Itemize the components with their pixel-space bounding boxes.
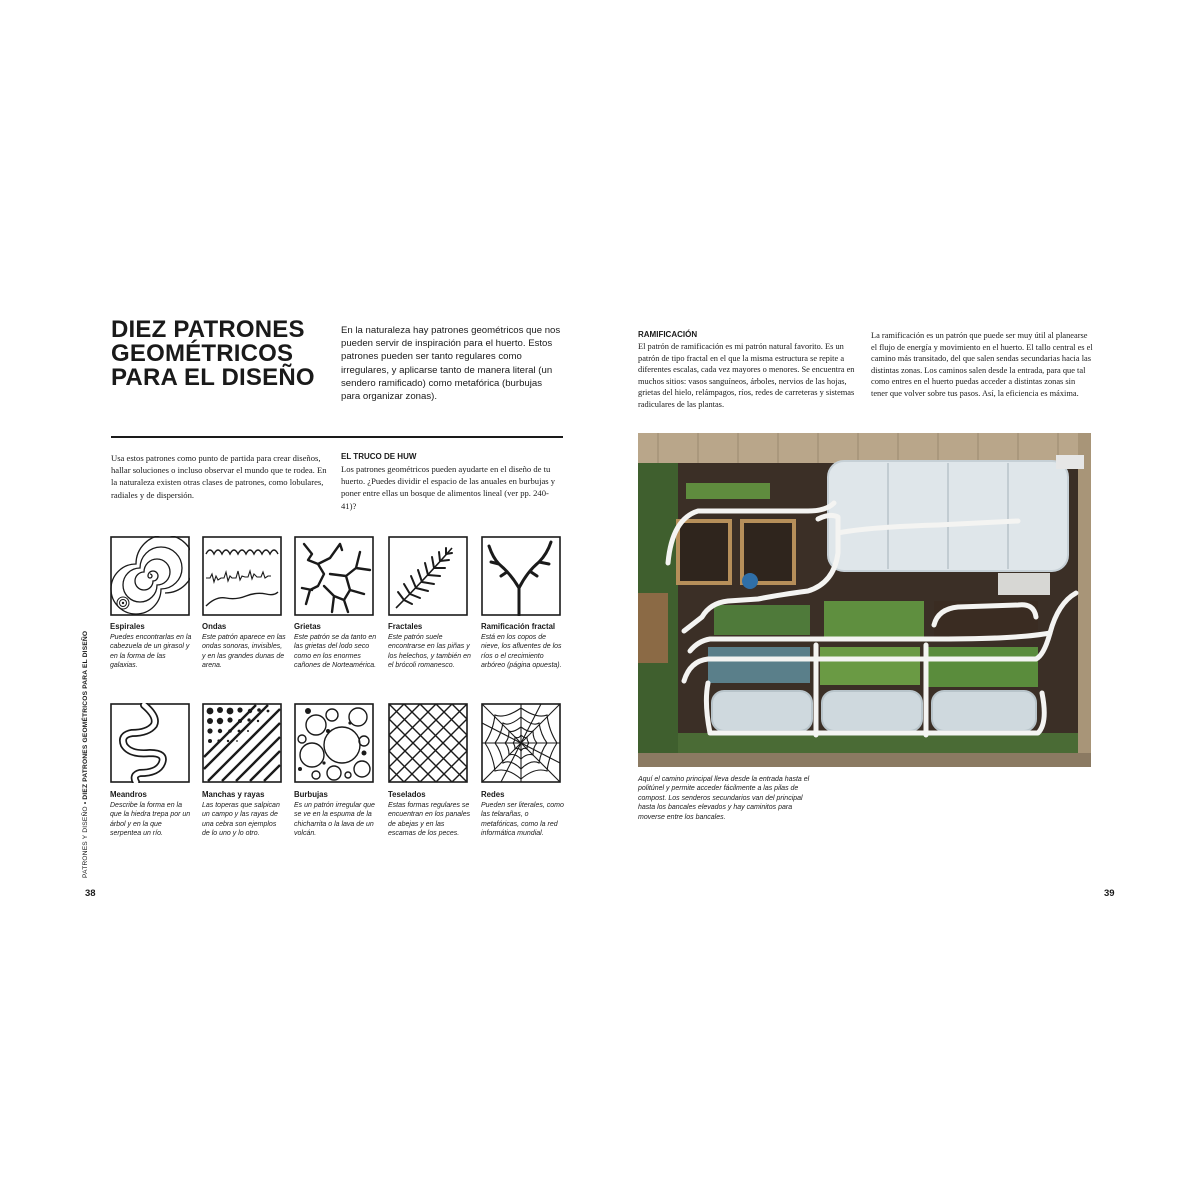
pattern-name: Burbujas [294,790,328,799]
running-head-separator: • [82,799,89,807]
intro-paragraph: En la naturaleza hay patrones geométricos que nos pueden servir de inspiración para el huerto. Estos patrones pueden ser tanto regulares como irregulares, y aplicarse tanto de manera literal (un sendero ramificado) como metafórica (burbujas para organizar zonas). [341,325,561,403]
pattern-description: Estas formas regulares se encuentran en los panales de abejas y en las escamas de los peces. [388,802,471,838]
body-paragraph: Usa estos patrones como punto de partida para crear diseños, hallar soluciones o incluso observar el mundo que te rodea. En la naturaleza existen otras clases de patrones, como lobulares, radiales y de dispersión. [111,453,327,500]
ramification-column-1 [638,330,860,411]
pattern-description: Puedes encontrarlas en la cabezuela de un girasol y en la forma de las galaxias. [110,634,192,670]
pattern-description: Este patrón suele encontrarse en las piñas y los helechos, y también en el brócoli romanesco. [388,634,471,670]
pattern-name: Grietas [294,622,321,631]
pattern-name: Manchas y rayas [202,790,265,799]
cracks-icon [294,536,374,616]
pattern-caption [202,790,286,839]
pattern-name: Ramificación fractal [481,622,556,631]
pattern-description: Este patrón aparece en las ondas sonoras, invisibles, y en las grandes dunas de arena. [202,634,286,670]
title-line-1: DIEZ PATRONES [111,316,305,343]
pattern-caption [481,790,565,839]
ramification-heading: RAMIFICACIÓN [638,330,698,339]
bubbles-icon [294,703,374,783]
running-head-title: DIEZ PATRONES GEOMÉTRICOS PARA EL DISEÑO [82,630,89,800]
meander-icon [110,703,190,783]
web-icon [481,703,561,783]
page-title [111,318,331,390]
pattern-description: Está en los copos de nieve, los afluentes de los ríos o el crecimiento arbóreo (página opuesta). [481,634,562,670]
spiral-icon [110,536,190,616]
pattern-description: Este patrón se da tanto en las grietas del lodo seco como en los enormes cañones de Norteamérica. [294,634,377,670]
ramification-column-2 [871,330,1093,400]
pattern-name: Meandros [110,790,147,799]
pattern-caption [388,622,472,671]
pattern-caption [294,622,378,671]
pattern-caption [294,790,378,839]
fern-icon [388,536,468,616]
title-line-3: PARA EL DISEÑO [111,364,315,391]
pattern-caption [110,790,194,839]
waves-icon [202,536,282,616]
running-head [80,630,92,878]
pattern-caption [110,622,194,671]
pattern-description: Es un patrón irregular que se ve en la espuma de la chicharrita o la lava de un volcán. [294,802,375,838]
ramification-paragraph-1: El patrón de ramificación es mi patrón natural favorito. Es un patrón de tipo fractal en el que la misma estructura se repite a diferentes escalas, cada vez mayores o menores. Se encuentra en muchos sitios: vasos sanguíneos, árboles, nervios de las hojas, grietas del hielo, relámpagos, ríos, redes de carreteras y sistemas radiculares de las plantas. [638,342,855,409]
spots-stripes-icon [202,703,282,783]
pattern-name: Redes [481,790,505,799]
garden-aerial-photo [638,433,1091,767]
pattern-name: Ondas [202,622,227,631]
running-head-section: PATRONES Y DISEÑO [82,806,89,878]
page-number-left: 38 [85,888,96,899]
pattern-caption [202,622,286,671]
pattern-name: Fractales [388,622,423,631]
ramification-paragraph-2: La ramificación es un patrón que puede ser muy útil al planearse el flujo de energía y movimiento en el huerto. El tallo central es el camino más transitado, del que salen sendas secundarias hacia las distintas zonas. Los caminos salen desde la entrada, para que tal como entres en el huerto puedas acceder a distintas zonas sin tener que volver sobre tus pasos. Así, la eficiencia es máxima. [871,331,1093,398]
pattern-name: Espirales [110,622,145,631]
tip-body: Los patrones geométricos pueden ayudarte en el diseño de tu huerto. ¿Puedes dividir el espacio de las anuales en burbujas y poner entre ellas un bosque de alimentos lineal (ver pp. 240-41)? [341,464,556,511]
page-number-right: 39 [1104,888,1115,899]
pattern-name: Teselados [388,790,426,799]
pattern-caption [388,790,472,839]
title-line-2: GEOMÉTRICOS [111,340,294,367]
tip-heading: EL TRUCO DE HUW [341,452,417,461]
tessellation-icon [388,703,468,783]
branching-icon [481,536,561,616]
pattern-description: Pueden ser literales, como las telarañas, o metafóricas, como la red informática mundial. [481,802,564,838]
pattern-description: Describe la forma en la que la hiedra trepa por un árbol y en la que serpentea un río. [110,802,191,838]
pattern-description: Las toperas que salpican un campo y las rayas de una cebra son ejemplos de lo uno y lo otro. [202,802,280,838]
photo-caption: Aquí el camino principal lleva desde la entrada hasta el politúnel y permite acceder fácilmente a las pilas de compost. Los senderos secundarios van del principal hasta los bancales elevados y hay caminitos para moverse entre los bancales. [638,776,810,821]
pattern-caption [481,622,565,671]
tip-box [341,452,563,512]
garden-aerial-illustration [638,433,1091,767]
section-divider [111,436,563,438]
